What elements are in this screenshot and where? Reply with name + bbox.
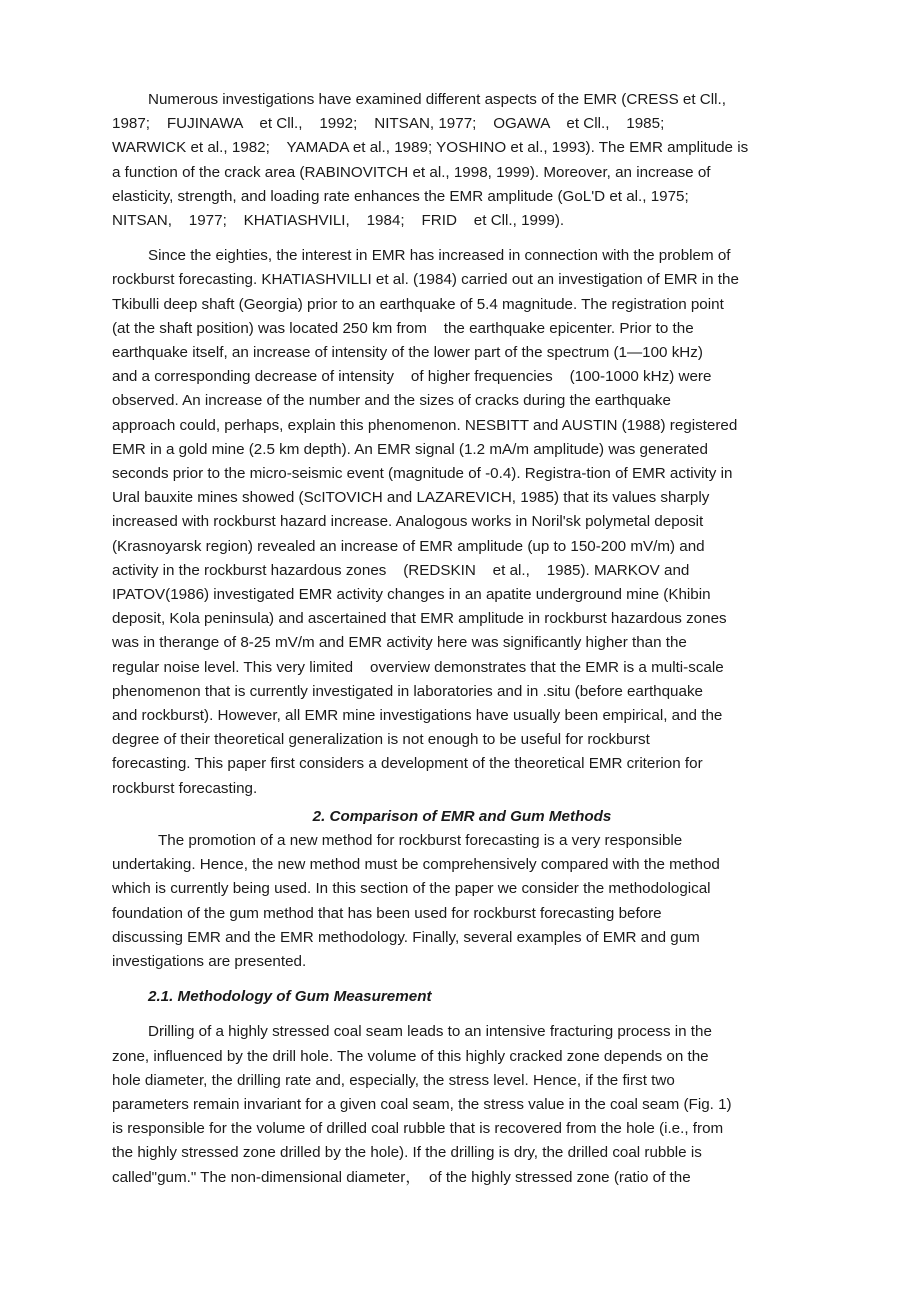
document-page bbox=[112, 88, 812, 1190]
text-line: undertaking. Hence, the new method must be comprehensively compared with the method bbox=[112, 856, 720, 874]
paragraph-comparison-intro bbox=[112, 829, 812, 974]
text-line: observed. An increase of the number and the sizes of cracks during the earthquake bbox=[112, 392, 671, 410]
text-line: investigations are presented. bbox=[112, 952, 307, 970]
text-line: is responsible for the volume of drilled coal rubble that is recovered from the hole (i.e., from bbox=[112, 1120, 724, 1138]
text-line: NITSAN, 1977; KHATIASHVILI, 1984; FRID et Cll., 1999). bbox=[112, 212, 565, 230]
text-line: discussing EMR and the EMR methodology. Finally, several examples of EMR and gum bbox=[112, 928, 700, 946]
text-line: elasticity, strength, and loading rate enhances the EMR amplitude (GoL'D et al., 1975; bbox=[112, 187, 689, 205]
text-line: called"gum." The non-dimensional diameter， of the highly stressed zone (ratio of the bbox=[112, 1168, 691, 1186]
text-line: regular noise level. This very limited overview demonstrates that the EMR is a multi-scale bbox=[112, 658, 724, 676]
text-line: parameters remain invariant for a given coal seam, the stress value in the coal seam (Fig. 1) bbox=[112, 1095, 732, 1113]
paragraph-emr-investigations bbox=[112, 88, 812, 233]
text-line: seconds prior to the micro-seismic event (magnitude of -0.4). Registra-tion of EMR activity in bbox=[112, 465, 733, 483]
text-line: IPATOV(1986) investigated EMR activity changes in an apatite underground mine (Khibin bbox=[112, 586, 711, 604]
text-line: zone, influenced by the drill hole. The volume of this highly cracked zone depends on the bbox=[112, 1047, 709, 1065]
text-line: The promotion of a new method for rockburst forecasting is a very responsible bbox=[158, 831, 683, 849]
text-line: which is currently being used. In this section of the paper we consider the methodological bbox=[112, 880, 711, 898]
paragraph-gum-methodology bbox=[112, 1020, 812, 1189]
subsection-heading: 2.1. Methodology of Gum Measurement bbox=[148, 988, 432, 1006]
text-line: Numerous investigations have examined different aspects of the EMR (CRESS et Cll., bbox=[148, 91, 726, 108]
text-line: hole diameter, the drilling rate and, especially, the stress level. Hence, if the first two bbox=[112, 1071, 675, 1089]
paragraph-rockburst-history bbox=[112, 244, 812, 801]
text-line: EMR in a gold mine (2.5 km depth). An EMR signal (1.2 mA/m amplitude) was generated bbox=[112, 440, 708, 458]
text-line: Since the eighties, the interest in EMR has increased in connection with the problem of bbox=[148, 247, 731, 265]
text-line: Drilling of a highly stressed coal seam leads to an intensive fracturing process in the bbox=[148, 1023, 712, 1041]
text-line: was in therange of 8-25 mV/m and EMR activity here was significantly higher than the bbox=[112, 634, 687, 652]
text-line: rockburst forecasting. KHATIASHVILLI et al. (1984) carried out an investigation of EMR in the bbox=[112, 271, 739, 289]
text-line: Ural bauxite mines showed (ScITOVICH and LAZAREVICH, 1985) that its values sharply bbox=[112, 489, 710, 507]
section-heading: 2. Comparison of EMR and Gum Methods bbox=[312, 807, 612, 825]
text-line: phenomenon that is currently investigated in laboratories and in .situ (before earthquake bbox=[112, 682, 703, 700]
text-line: 1987; FUJINAWA et Cll., 1992; NITSAN, 1977; OGAWA et Cll., 1985; bbox=[112, 115, 665, 133]
text-line: WARWICK et al., 1982; YAMADA et al., 1989; YOSHINO et al., 1993). The EMR amplitude is bbox=[112, 139, 749, 157]
text-line: activity in the rockburst hazardous zones (REDSKIN et al., 1985). MARKOV and bbox=[112, 561, 690, 579]
text-line: and a corresponding decrease of intensity of higher frequencies (100-1000 kHz) were bbox=[112, 368, 712, 386]
text-line: approach could, perhaps, explain this phenomenon. NESBITT and AUSTIN (1988) registered bbox=[112, 416, 738, 434]
text-line: rockburst forecasting. bbox=[112, 779, 258, 797]
text-line: and rockburst). However, all EMR mine investigations have usually been empirical, and the bbox=[112, 707, 723, 725]
text-line: degree of their theoretical generalization is not enough to be useful for rockburst bbox=[112, 731, 650, 749]
text-line: forecasting. This paper first considers a development of the theoretical EMR criterion for bbox=[112, 755, 703, 773]
text-line: the highly stressed zone drilled by the hole). If the drilling is dry, the drilled coal rubble is bbox=[112, 1144, 702, 1162]
text-line: (Krasnoyarsk region) revealed an increase of EMR amplitude (up to 150-200 mV/m) and bbox=[112, 537, 705, 555]
text-line: deposit, Kola peninsula) and ascertained that EMR amplitude in rockburst hazardous zones bbox=[112, 610, 727, 628]
text-line: (at the shaft position) was located 250 km from the earthquake epicenter. Prior to the bbox=[112, 319, 694, 337]
text-line: a function of the crack area (RABINOVITCH et al., 1998, 1999). Moreover, an increase of bbox=[112, 163, 711, 181]
text-line: earthquake itself, an increase of intensity of the lower part of the spectrum (1—100 kHz) bbox=[112, 344, 703, 362]
text-line: foundation of the gum method that has been used for rockburst forecasting before bbox=[112, 904, 662, 922]
text-line: increased with rockburst hazard increase. Analogous works in Noril'sk polymetal deposit bbox=[112, 513, 704, 531]
text-line: Tkibulli deep shaft (Georgia) prior to an earthquake of 5.4 magnitude. The registration point bbox=[112, 295, 724, 313]
